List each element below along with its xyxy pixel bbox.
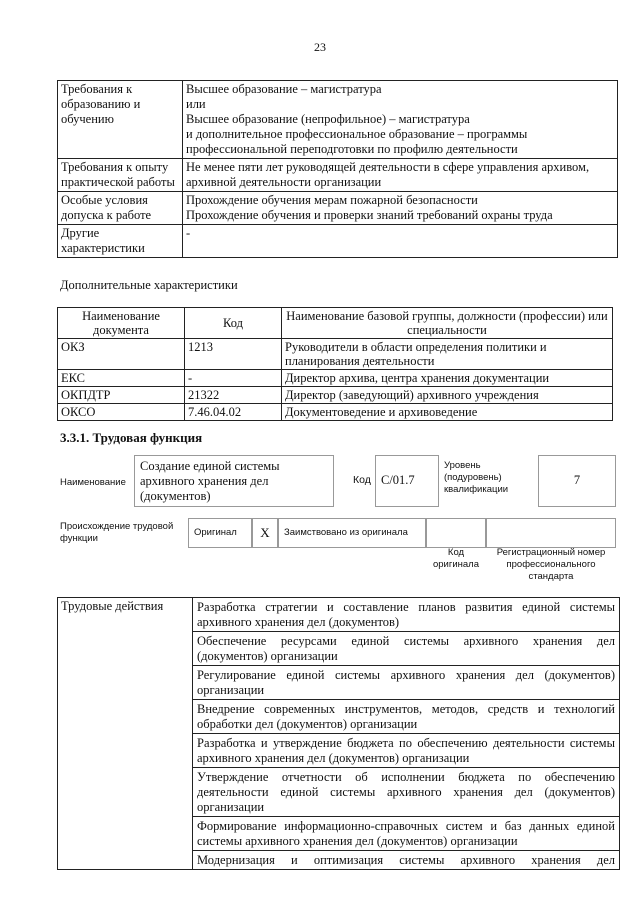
row-label: Особые условия допуска к работе: [58, 192, 183, 225]
table-row: [58, 225, 618, 258]
table-cell: 7.46.04.02: [185, 404, 282, 421]
table-row: [58, 159, 618, 192]
level-label: Уровень (подуровень) квалификации: [444, 460, 509, 495]
requirements-table: [57, 80, 618, 258]
labor-action: Обеспечение ресурсами единой системы архивного хранения дел (документов) организации: [193, 632, 620, 666]
row-value: [183, 225, 618, 258]
value-line: Не менее пяти лет руководящей деятельности в сфере управления архивом,: [186, 160, 590, 174]
labor-action: Внедрение современных инструментов, методов, средств и технологий обработки дел (документов) организации: [193, 700, 620, 734]
table-row: [58, 598, 620, 632]
table-cell: ОКСО: [58, 404, 185, 421]
labor-action: Разработка и утверждение бюджета по обеспечению деятельности системы архивного хранения дел (документов) организации: [193, 734, 620, 768]
table-cell: 1213: [185, 339, 282, 370]
qualification-level: 7: [573, 473, 581, 487]
labor-function-title: 3.3.1. Трудовая функция: [60, 430, 203, 445]
additional-characteristics-title: Дополнительные характеристики: [60, 278, 238, 292]
table-row: [58, 192, 618, 225]
table-cell: ОКПДТР: [58, 387, 185, 404]
labor-action: Модернизация и оптимизация системы архивного хранения дел: [193, 851, 620, 870]
row-label: Требования к образованию и обучению: [58, 81, 183, 159]
additional-characteristics-table: [57, 307, 613, 421]
row-label: Требования к опыту практической работы: [58, 159, 183, 192]
table-header-row: [58, 308, 613, 339]
reg-number-box: [486, 518, 616, 548]
table-cell: Руководители в области определения политики и планирования деятельности: [282, 339, 613, 370]
table-row: [58, 370, 613, 387]
value-line: архивной деятельности организации: [186, 175, 382, 189]
page-number: 23: [314, 40, 326, 54]
original-code-box: [426, 518, 486, 548]
table-cell: Документоведение и архивоведение: [282, 404, 613, 421]
row-value: [183, 81, 618, 159]
table-row: [58, 404, 613, 421]
original-mark: X: [260, 525, 270, 540]
function-code: C/01.7: [381, 473, 415, 487]
original-code-caption: Код оригинала: [432, 547, 479, 570]
value-line: Прохождение обучения и проверки знаний требований охраны труда: [186, 208, 553, 222]
name-label: Наименование: [60, 477, 126, 488]
table-cell: ОКЗ: [58, 339, 185, 370]
column-header: Код: [185, 308, 282, 339]
function-name: Создание единой системы архивного хранения дел (документов): [140, 459, 280, 503]
labor-action: Разработка стратегии и составление планов развития единой системы архивного хранения дел (документов): [193, 598, 620, 632]
table-cell: Директор архива, центра хранения документации: [282, 370, 613, 387]
labor-action: Регулирование единой системы архивного хранения дел (документов) организации: [193, 666, 620, 700]
value-line: и дополнительное профессиональное образование – программы: [186, 127, 528, 141]
table-cell: Директор (заведующий) архивного учреждения: [282, 387, 613, 404]
table-cell: ЕКС: [58, 370, 185, 387]
table-cell: 21322: [185, 387, 282, 404]
borrowed-label: Заимствовано из оригинала: [284, 527, 408, 538]
value-line: Высшее образование – магистратура: [186, 82, 382, 96]
value-line: или: [186, 97, 206, 111]
original-label: Оригинал: [194, 527, 237, 538]
table-row: [58, 339, 613, 370]
labor-action: Утверждение отчетности об исполнении бюджета по обеспечению деятельности единой системы архивного хранения дел (документов) организации: [193, 768, 620, 817]
row-value: [183, 159, 618, 192]
table-cell: -: [185, 370, 282, 387]
labor-actions-table: [57, 597, 620, 870]
value-line: -: [186, 226, 191, 240]
row-label: Другие характеристики: [58, 225, 183, 258]
code-label: Код: [353, 474, 371, 486]
reg-number-caption: Регистрационный номер профессионального стандарта: [496, 547, 606, 582]
value-line: Высшее образование (непрофильное) – магистратура: [186, 112, 470, 126]
table-row: [58, 387, 613, 404]
row-value: [183, 192, 618, 225]
labor-action: Формирование информационно-справочных систем и баз данных единой системы архивного хранения дел (документов) организации: [193, 817, 620, 851]
column-header: Наименование базовой группы, должности (профессии) или специальности: [282, 308, 613, 339]
value-line: профессиональной переподготовки по профилю деятельности: [186, 142, 518, 156]
row-label: Трудовые действия: [58, 598, 193, 870]
column-header: Наименование документа: [58, 308, 185, 339]
value-line: Прохождение обучения мерам пожарной безопасности: [186, 193, 478, 207]
table-row: [58, 81, 618, 159]
origin-label: Происхождение трудовой функции: [60, 521, 174, 544]
